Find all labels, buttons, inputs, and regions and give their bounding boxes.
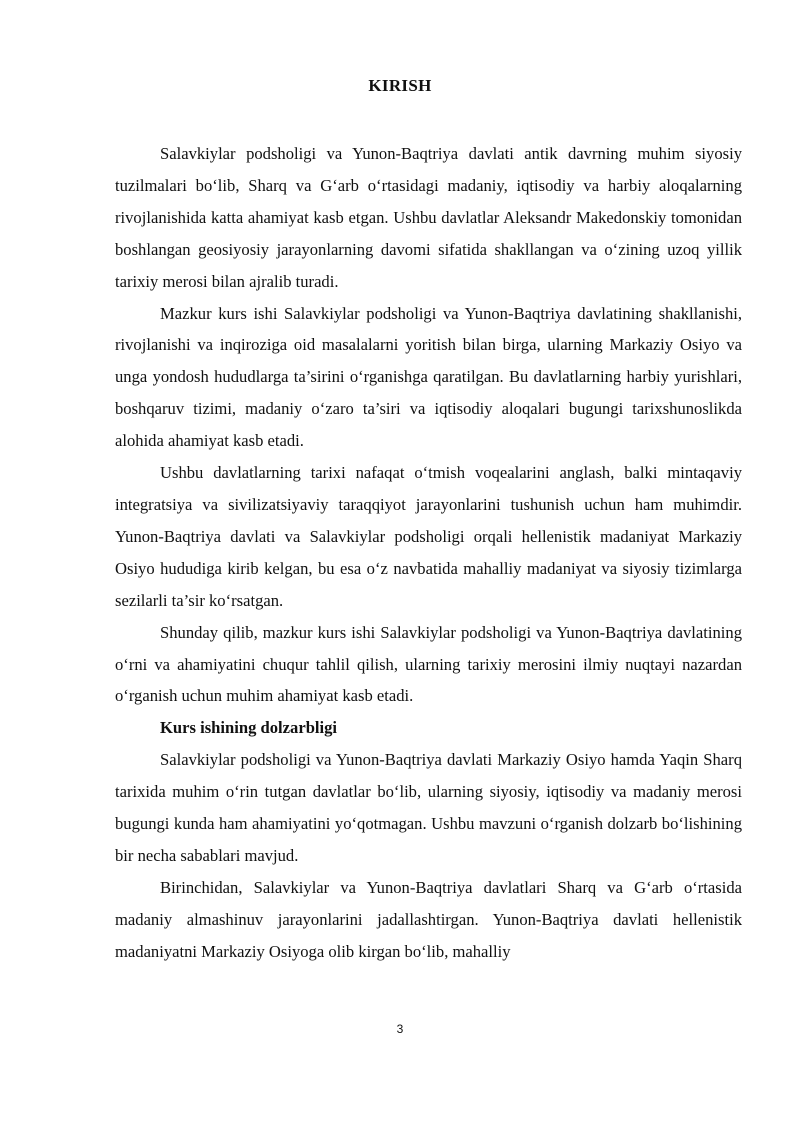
document-body — [115, 138, 742, 968]
paragraph: Shunday qilib, mazkur kurs ishi Salavkiylar podsholigi va Yunon-Baqtriya davlatining o‘rni va ahamiyatini chuqur tahlil qilish, ularning tarixiy merosini ilmiy nuqtayi nazardan o‘rganish uchun muhim ahamiyat kasb etadi. — [115, 622, 742, 706]
paragraph: Birinchidan, Salavkiylar va Yunon-Baqtriya davlatlari Sharq va G‘arb o‘rtasida madaniy almashinuv jarayonlarini jadallashtirgan. Yunon-Baqtriya davlati hellenistik madaniyatni Markaziy Osiyoga olib kirgan bo‘lib, mahalliy — [115, 877, 742, 961]
section-subheading: Kurs ishining dolzarbligi — [160, 718, 338, 738]
page-heading: KIRISH — [368, 76, 432, 95]
paragraph: Salavkiylar podsholigi va Yunon-Baqtriya davlati antik davrning muhim siyosiy tuzilmalari bo‘lib, Sharq va G‘arb o‘rtasidagi madaniy, iqtisodiy va harbiy aloqalarning rivojlanishida katta ahamiyat kasb etgan. Ushbu davlatlar Aleksandr Makedonskiy tomonidan boshlangan geosiyosiy jarayonlarning davomi sifatida shakllangan va o‘zining uzoq yillik tarixiy merosi bilan ajralib turadi. — [115, 144, 742, 291]
paragraph: Mazkur kurs ishi Salavkiylar podsholigi va Yunon-Baqtriya davlatining shakllanishi, rivojlanishi va inqiroziga oid masalalarni yoritish bilan birga, ularning Markaziy Osiyo va unga yondosh hududlarga ta’sirini o‘rganishga qaratilgan. Bu davlatlarning harbiy yurishlari, boshqaruv tizimi, madaniy o‘zaro ta’siri va iqtisodiy aloqalari bugungi tarixshunoslikda alohida ahamiyat kasb etadi. — [115, 303, 742, 451]
page-number: 3 — [396, 1022, 404, 1036]
paragraph: Ushbu davlatlarning tarixi nafaqat o‘tmish voqealarini anglash, balki mintaqaviy integratsiya va sivilizatsiyaviy taraqqiyot jarayonlarini tushunish uchun ham muhimdir. Yunon-Baqtriya davlati va Salavkiylar podsholigi orqali hellenistik madaniyat Markaziy Osiyo hududiga kirib kelgan, bu esa o‘z navbatida mahalliy madaniyat va siyosiy tizimlarga sezilarli ta’sir ko‘rsatgan. — [115, 463, 742, 610]
paragraph: Salavkiylar podsholigi va Yunon-Baqtriya davlati Markaziy Osiyo hamda Yaqin Sharq tarixida muhim o‘rin tutgan davlatlar bo‘lib, ularning siyosiy, iqtisodiy va madaniy merosi bugungi kunda ham ahamiyatini yo‘qotmagan. Ushbu mavzuni o‘rganish dolzarb bo‘lishining bir necha sabablari mavjud. — [115, 750, 742, 865]
